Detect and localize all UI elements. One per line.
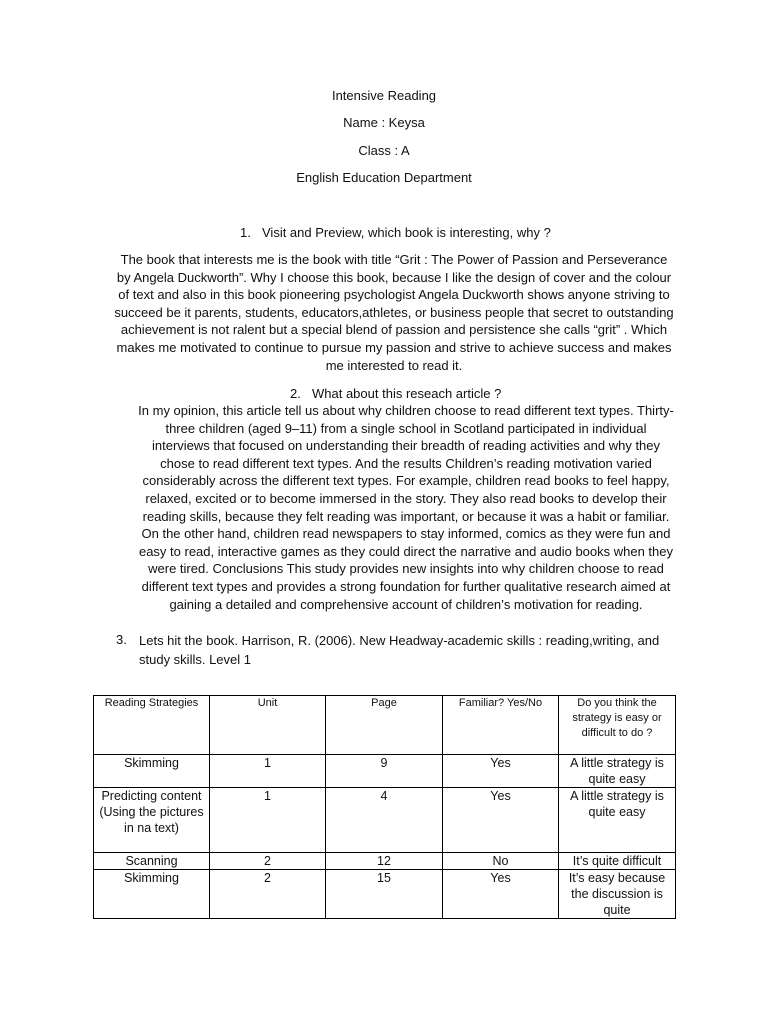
document-title: Intensive Reading — [331, 88, 437, 103]
table-row — [94, 755, 676, 788]
cell-strategy: Skimming — [94, 755, 210, 788]
student-name: Name : Keysa — [343, 115, 425, 130]
section-1-body: The book that interests me is the book with title “Grit : The Power of Passion and Perseverance by Angela Duckworth”. Why I choose this book, because I like the design of cover and the colour of text and also in this book pioneering psychologist Angela Duckworth shows anyone striving to succeed be it parents, students, educators,athletes, or business people that secret to outstanding achievement is not ralent but a special blend of passion and persistence she calls “grit” . Which makes me motivated to continue to pursue my passion and strive to achieve success and makes me interested to read it. — [114, 252, 674, 373]
header-reading-strategies: Reading Strategies — [94, 696, 210, 755]
section-1-heading: Visit and Preview, which book is interesting, why ? — [262, 225, 551, 240]
table-row — [94, 788, 676, 853]
table-row — [94, 853, 676, 870]
header-difficulty: Do you think the strategy is easy or difficult to do ? — [559, 696, 676, 755]
cell-page: 12 — [326, 853, 443, 870]
cell-unit: 1 — [210, 788, 326, 853]
student-class: Class : A — [358, 143, 410, 158]
cell-familiar: Yes — [443, 788, 559, 853]
cell-unit: 1 — [210, 755, 326, 788]
header-familiar: Familiar? Yes/No — [443, 696, 559, 755]
table-row — [94, 870, 676, 919]
header-unit: Unit — [210, 696, 326, 755]
department-name: English Education Department — [296, 170, 472, 185]
cell-page: 4 — [326, 788, 443, 853]
section-1-number: 1. — [240, 225, 251, 240]
section-2-number: 2. — [290, 386, 301, 401]
cell-unit: 2 — [210, 853, 326, 870]
section-2-body: In my opinion, this article tell us about why children choose to read different text types. Thirty-three children (aged 9–11) from a single school in Scotland participated in individual interviews that focused on understanding their breadth of reading activities and why they chose to read different text types. And the results Children’s reading motivation varied considerably across the different text types. For example, children read books to feel happy, relaxed, excited or to become immersed in the story. They also read books to develop their reading skills, because they felt reading was important, or because it was a habit or familiar. On the other hand, children read newspapers to stay informed, comics as they were fun and easy to read, interactive games as they could direct the narrative and audio books when they were tired. Conclusions This study provides new insights into why children choose to read different text types and provides a strong foundation for further qualitative research aimed at gaining a detailed and comprehensive account of children’s motivation for reading. — [138, 403, 674, 612]
cell-familiar: No — [443, 853, 559, 870]
cell-difficulty: It’s quite difficult — [559, 853, 676, 870]
reading-strategies-table — [93, 695, 676, 919]
cell-difficulty: A little strategy is quite easy — [559, 788, 676, 853]
cell-familiar: Yes — [443, 870, 559, 919]
cell-strategy: Skimming — [94, 870, 210, 919]
header-page: Page — [326, 696, 443, 755]
cell-unit: 2 — [210, 870, 326, 919]
section-3-reference: Lets hit the book. Harrison, R. (2006). New Headway-academic skills : reading,writing, and study skills. Level 1 — [139, 633, 660, 667]
cell-page: 15 — [326, 870, 443, 919]
cell-familiar: Yes — [443, 755, 559, 788]
cell-strategy: Predicting content (Using the pictures in na text) — [94, 788, 210, 853]
cell-strategy: Scanning — [94, 853, 210, 870]
section-3-number: 3. — [116, 632, 127, 647]
cell-page: 9 — [326, 755, 443, 788]
section-2-heading: What about this reseach article ? — [312, 386, 502, 401]
cell-difficulty: It’s easy because the discussion is quite — [559, 870, 676, 919]
cell-difficulty: A little strategy is quite easy — [559, 755, 676, 788]
table-header-row — [94, 696, 676, 755]
